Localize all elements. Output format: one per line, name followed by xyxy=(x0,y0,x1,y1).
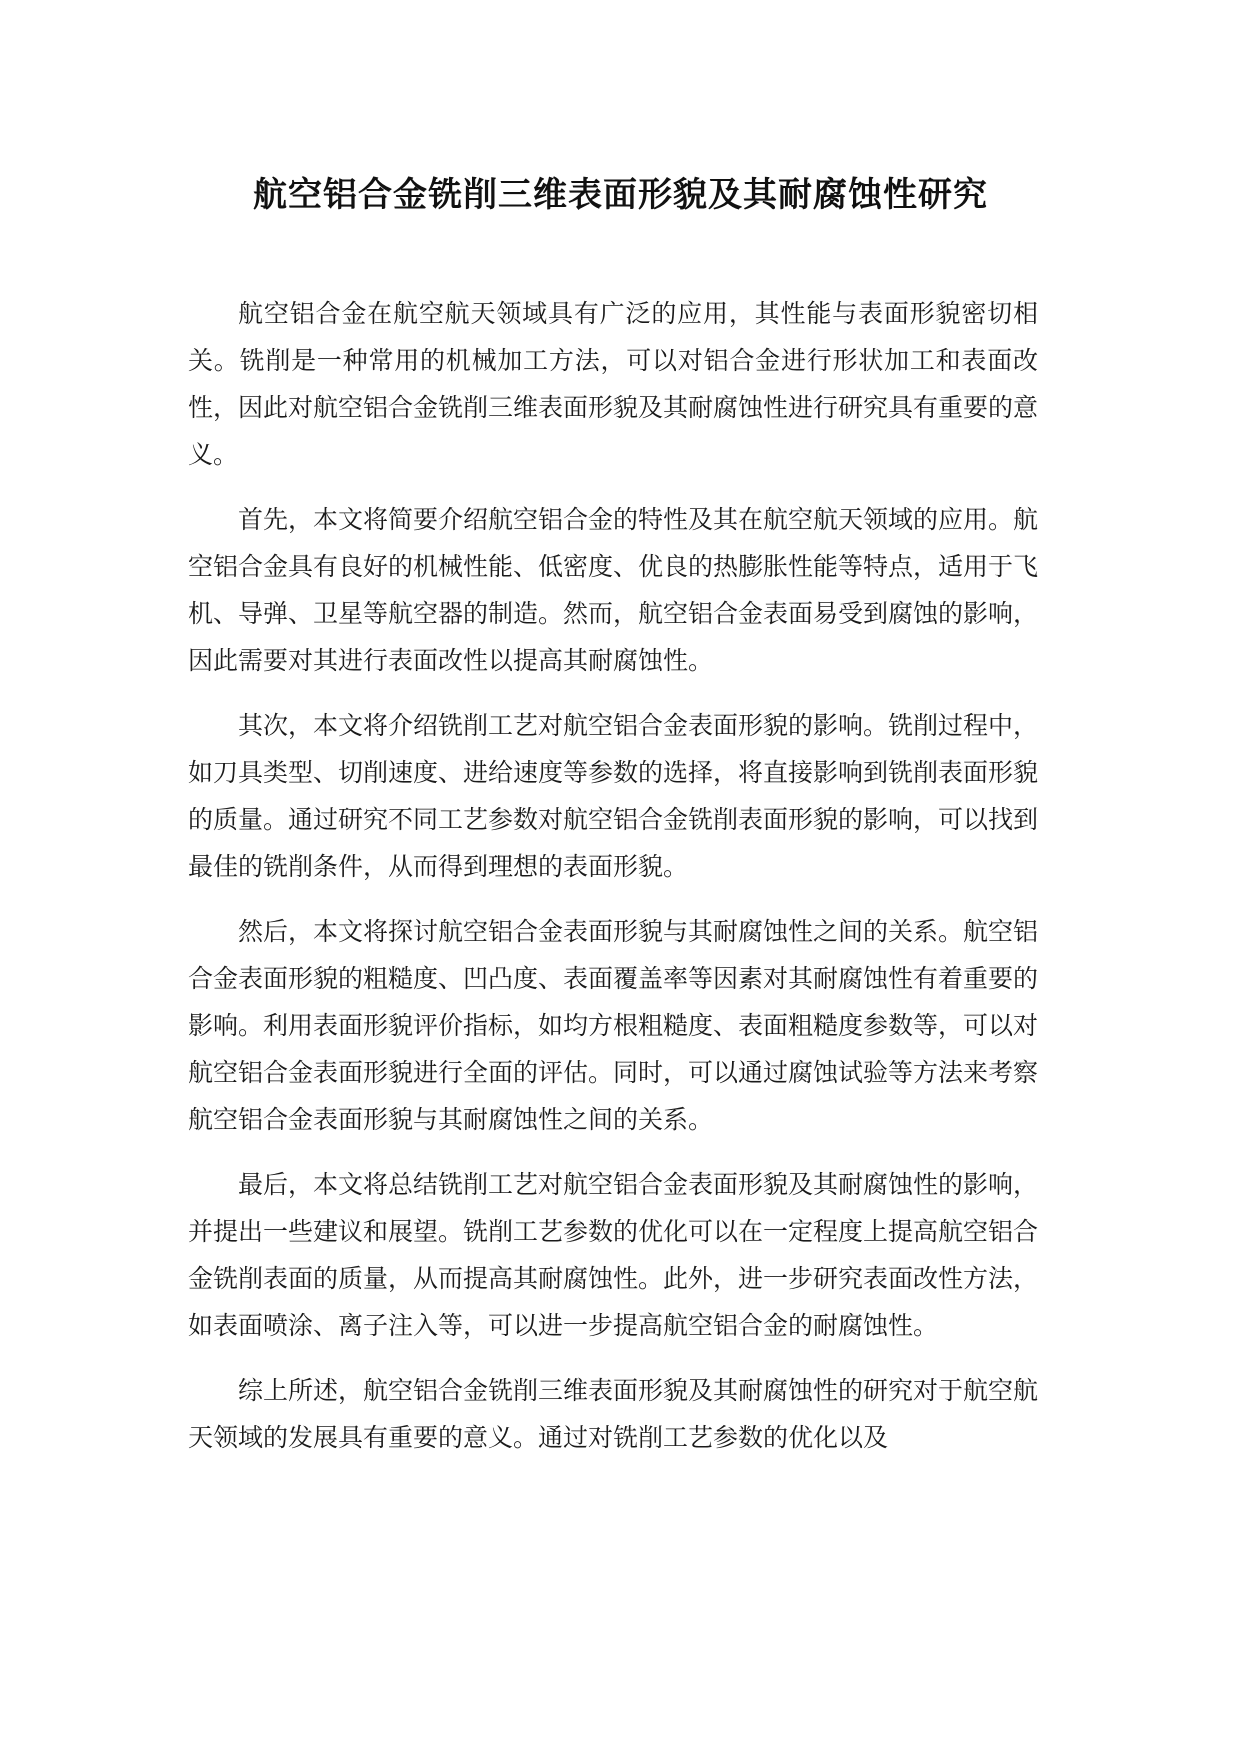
paragraph-then: 然后，本文将探讨航空铝合金表面形貌与其耐腐蚀性之间的关系。航空铝合金表面形貌的粗糙度、凹凸度、表面覆盖率等因素对其耐腐蚀性有着重要的影响。利用表面形貌评价指标，如均方根粗糙度、表面粗糙度参数等，可以对航空铝合金表面形貌进行全面的评估。同时，可以通过腐蚀试验等方法来考察航空铝合金表面形貌与其耐腐蚀性之间的关系。 xyxy=(188,917,1039,1134)
paragraph-last: 最后，本文将总结铣削工艺对航空铝合金表面形貌及其耐腐蚀性的影响，并提出一些建议和展望。铣削工艺参数的优化可以在一定程度上提高航空铝合金铣削表面的质量，从而提高其耐腐蚀性。此外，进一步研究表面改性方法，如表面喷涂、离子注入等，可以进一步提高航空铝合金的耐腐蚀性。 xyxy=(188,1170,1039,1340)
document-body xyxy=(188,290,1038,1479)
paragraph-first: 首先，本文将简要介绍航空铝合金的特性及其在航空航天领域的应用。航空铝合金具有良好的机械性能、低密度、优良的热膨胀性能等特点，适用于飞机、导弹、卫星等航空器的制造。然而，航空铝合金表面易受到腐蚀的影响，因此需要对其进行表面改性以提高其耐腐蚀性。 xyxy=(188,505,1039,675)
paragraph-second: 其次，本文将介绍铣削工艺对航空铝合金表面形貌的影响。铣削过程中，如刀具类型、切削速度、进给速度等参数的选择，将直接影响到铣削表面形貌的质量。通过研究不同工艺参数对航空铝合金铣削表面形貌的影响，可以找到最佳的铣削条件，从而得到理想的表面形貌。 xyxy=(188,711,1039,881)
paragraph-summary: 综上所述，航空铝合金铣削三维表面形貌及其耐腐蚀性的研究对于航空航天领域的发展具有重要的意义。通过对铣削工艺参数的优化以及 xyxy=(188,1376,1039,1452)
document-title: 航空铝合金铣削三维表面形貌及其耐腐蚀性研究 xyxy=(253,175,988,215)
paragraph-intro: 航空铝合金在航空航天领域具有广泛的应用，其性能与表面形貌密切相关。铣削是一种常用的机械加工方法，可以对铝合金进行形状加工和表面改性，因此对航空铝合金铣削三维表面形貌及其耐腐蚀性进行研究具有重要的意义。 xyxy=(188,299,1039,469)
